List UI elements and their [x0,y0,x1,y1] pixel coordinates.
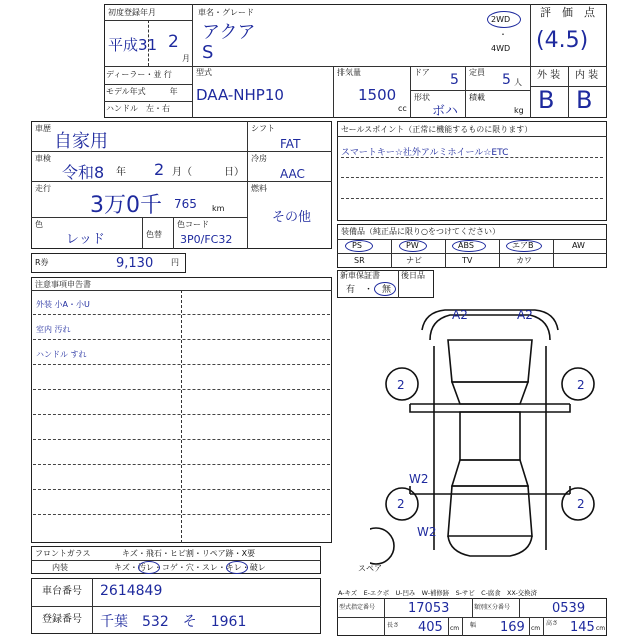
exterior-value: B [538,86,555,114]
handle-label: ハンドル 左・右 [106,104,170,113]
post-label: 後日品 [401,271,425,280]
mileage-value: 3万0千 [90,193,162,218]
notes-line-2: 室内 汚れ [36,325,71,334]
notes-label: 注意事項申告書 [35,280,91,289]
plate-value: 千葉 532 そ 1961 [100,614,247,630]
scuff-circle [226,561,248,574]
fuel-label: 燃料 [251,184,267,193]
use-label: 車歴 [35,124,51,133]
interior-label: 内 装 [575,70,599,81]
recycle-label: R券 [35,258,49,267]
equip-airbag: エアB [512,241,534,250]
equip-leather: カワ [516,256,532,265]
capacity-label: 定員 [469,68,485,77]
length-value: 405 [418,620,443,635]
type-spec-value: 17053 [408,601,450,616]
width-value: 169 [500,620,525,635]
color-code-value: 3P0/FC32 [180,233,233,246]
type-value: DAA-NHP10 [196,86,284,104]
shift-value: FAT [280,137,301,151]
inspection-month-unit: 月（ [172,167,192,178]
first-reg-month-unit: 月 [182,54,190,63]
mileage-sub: 765 [174,197,197,211]
drive-sep: ・ [499,30,507,39]
drive-4wd: 4WD [491,44,511,53]
inspection-day-unit: 日） [224,167,244,178]
model-year-label: モデル年式 年 [106,87,178,96]
color-value: レッド [66,232,105,247]
displacement-value: 1500 [358,86,397,104]
sales-points-line1: スマートキー☆社外アルミホイール☆ETC [341,148,509,158]
grade: S [202,42,214,63]
chassis-value: 2614849 [100,583,163,599]
door-value: 5 [450,72,459,88]
width-label: 幅 [470,622,477,629]
recycle-box [31,253,186,273]
damage-front-left: A2 [452,308,468,322]
damage-left-rear-wheel: 2 [397,497,405,511]
warranty-value: 有 ・ 無 [346,285,392,295]
equip-navi: ナビ [406,256,422,265]
length-unit: cm [450,625,460,632]
damage-left-front-wheel: 2 [397,378,405,392]
class-value: 0539 [552,601,586,616]
loading-unit: kg [514,106,524,115]
class-label: 類別区分番号 [474,604,511,611]
damage-right-front-wheel: 2 [577,378,585,392]
damage-rear-w2-top: W2 [409,472,429,486]
mileage-label: 走行 [35,184,51,193]
color-label: 色 [35,220,43,229]
color-code-label: 色コード [177,220,209,229]
car-grade-label: 車名・グレード [198,8,254,17]
inspection-label: 車検 [35,154,51,163]
cc-unit: cc [398,104,407,113]
car-name: アクア [202,22,256,43]
ac-value: AAC [280,167,305,181]
height-unit: cm [596,625,606,632]
inspection-era: 令和8 [62,163,105,182]
interior-cond-value: キズ・汚レ・コゲ・穴・スレ・キレ・破レ [114,563,266,572]
first-reg-month: 2 [168,32,179,52]
sales-points-label: セールスポイント（正常に機能するものに限ります） [341,125,533,134]
spare-label: スペア [358,564,382,573]
type-label: 型式 [196,68,212,77]
equip-ps: PS [352,241,362,250]
capacity-unit: 人 [514,78,522,87]
shift-label: シフト [251,124,275,133]
displacement-label: 排気量 [337,68,361,77]
color-change-label: 色替 [146,230,162,239]
capacity-value: 5 [502,72,511,88]
equip-tv: TV [462,256,473,265]
length-label: 長さ [387,622,400,629]
use-value: 自家用 [54,131,108,152]
warranty-label: 新車保証書 [340,271,380,280]
interior-cond-label: 内装 [52,563,68,572]
damage-right-rear-wheel: 2 [577,497,585,511]
damage-front-right: A2 [517,308,533,322]
damage-legend: A-キズ E-エクボ U-凹み W-補修跡 S-サビ C-腐食 XX-交換済 [338,589,537,597]
inspection-year-unit: 年 [116,167,126,178]
warranty-none-circle [374,282,396,296]
damage-rear-w2-bottom: W2 [417,525,437,539]
notes-line-3: ハンドル すれ [36,350,87,359]
shape-label: 形状 [414,93,430,102]
rating-label: 評 価 点 [540,6,595,19]
height-value: 145 [570,620,595,635]
inspection-month: 2 [154,160,165,179]
interior-value: B [576,86,593,114]
equip-pw: PW [406,241,419,250]
ac-label: 冷房 [251,154,267,163]
height-label: 高さ [546,620,559,627]
first-reg-label: 初度登録年月 [108,8,156,17]
car-diagram [370,300,610,582]
equip-aw: AW [572,241,585,250]
glass-label: フロントガラス [35,549,91,558]
recycle-unit: 円 [171,258,179,267]
loading-label: 積載 [469,93,485,102]
glass-value: キズ・飛石・ヒビ割・リペア跡・X要 [122,549,256,558]
recycle-value: 9,130 [116,256,154,271]
width-unit: cm [531,625,541,632]
mileage-unit: km [212,204,225,213]
type-spec-label: 型式指定番号 [339,604,376,611]
equip-sr: SR [354,256,365,265]
exterior-label: 外 装 [537,70,561,81]
plate-label: 登録番号 [42,614,82,625]
equip-abs: ABS [458,241,474,250]
door-label: ドア [414,68,430,77]
stain-circle [138,561,160,574]
equipment-label: 装備品（純正品に限り○をつけてください） [341,227,500,236]
first-reg-era: 平成31 [108,36,158,54]
rating-value: (4.5) [536,28,589,53]
dealer-label: ディーラー・並 行 [106,70,172,79]
shape-value: ボハ [432,104,459,119]
drive-2wd: 2WD [491,15,511,24]
fuel-value: その他 [272,210,312,225]
chassis-label: 車台番号 [42,586,82,597]
notes-line-1: 外装 小A・小U [36,300,90,309]
